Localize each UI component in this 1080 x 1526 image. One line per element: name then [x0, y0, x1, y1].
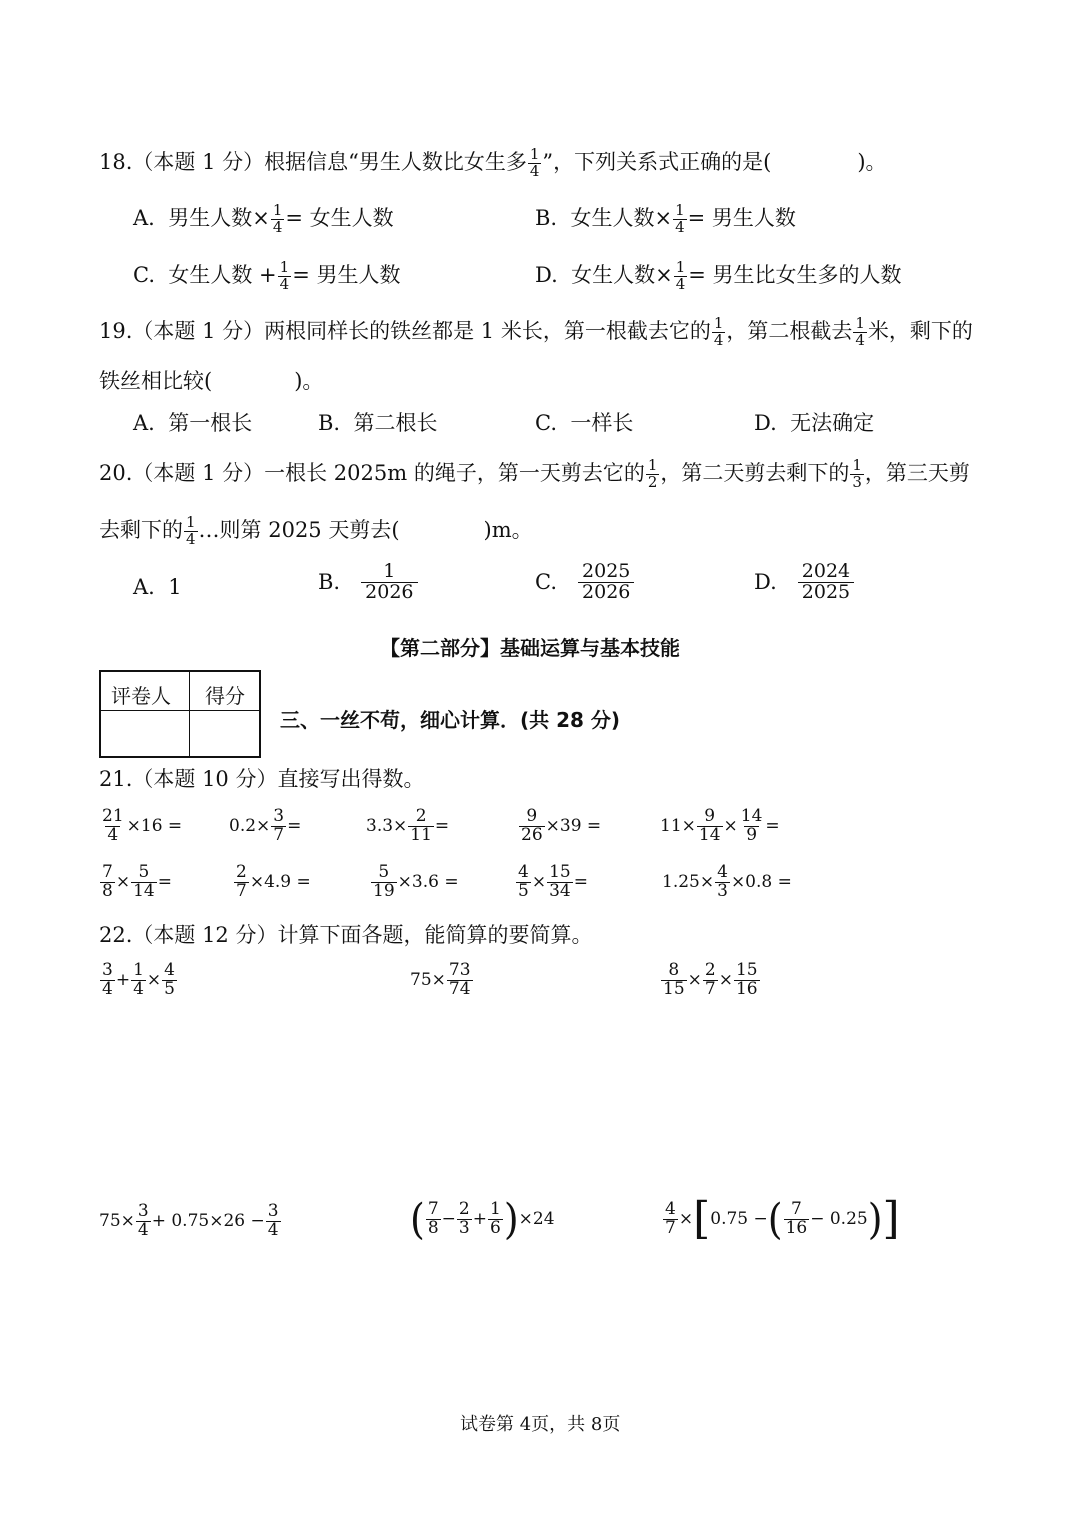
q22-expr-3: $\frac{8}{15}$ × $\frac{2}{7}$ × $\frac{15}{16}$	[663, 960, 758, 999]
q21-expr-1: $\frac{21}{4}$ ×16 =	[102, 806, 183, 845]
q22-expr-1: 3 4 + $\frac{1}{4}$ × $\frac{4}{5}$	[102, 960, 175, 999]
q20-stem-line1: 20.（本题 1 分）一根长 2025m 的绳子，第一天剪去它的 $\frac{1}{2}$ ，第二天剪去剩下的 $\frac{1}{3}$ ，第三天剪	[99, 456, 970, 491]
q21-expr-2: 0.2× $\frac{3}{7}$ =	[229, 806, 302, 845]
q22-fraction: $\frac{2}{7}$	[704, 960, 716, 999]
q21-fraction: $\frac{15}{34}$	[549, 862, 571, 901]
q21-fraction: $\frac{9}{26}$	[521, 806, 543, 845]
q21-fraction: $\frac{9}{14}$	[698, 806, 721, 845]
right-paren: )	[867, 1194, 883, 1244]
q18-option-a-fraction: $\frac{1}{4}$	[272, 201, 283, 236]
q21-fraction: $\frac{4}{5}$	[518, 862, 529, 901]
q19-option-c[interactable]: C. 一样长	[535, 411, 634, 435]
page-footer: 试卷第 4页，共 8页	[460, 1414, 621, 1435]
q22-expr-2: 75× $\frac{73}{74}$	[410, 960, 471, 999]
q22-expr-5: ( 7 8 − $\frac{2}{3}$ + $\frac{1}{6}$ ) ×24	[410, 1194, 555, 1244]
q20-fraction-2: $\frac{1}{3}$	[852, 456, 862, 491]
q21-expr-8: $\frac{5}{19}$ ×3.6 =	[373, 862, 459, 901]
q19-stem-line2: 铁丝相比较( )。	[99, 369, 324, 393]
q19-option-a[interactable]: A. 第一根长	[133, 411, 253, 435]
q22-expr-6: $\frac{4}{7}$ × [ 0.75 − ( 7 16 − 0.25 ) ]	[665, 1193, 900, 1244]
q21-fraction: $\frac{2}{11}$	[410, 806, 432, 845]
right-bracket: ]	[882, 1193, 900, 1244]
q22-fraction: $\frac{73}{74}$	[448, 960, 471, 999]
q20-option-b-fraction: 1 2026	[361, 562, 417, 603]
q22-fraction: $\frac{4}{5}$	[164, 960, 175, 999]
q21-expr-6: $\frac{7}{8}$ × $\frac{5}{14}$ =	[102, 862, 172, 901]
q19-option-d[interactable]: D. 无法确定	[754, 411, 875, 435]
q18-stem-text: 18.（本题 1 分）根据信息“男生人数比女生多	[99, 149, 527, 174]
q22-fraction: $\frac{2}{3}$	[458, 1198, 470, 1238]
q21-fraction: $\frac{2}{7}$	[236, 862, 247, 901]
q22-stem: 22.（本题 12 分）计算下面各题，能简算的要简算。	[99, 923, 593, 947]
q20-option-b[interactable]: B. 1 2026	[318, 562, 419, 603]
q18-option-b-fraction: $\frac{1}{4}$	[675, 201, 685, 236]
score-table	[99, 670, 261, 758]
q21-fraction: $\frac{21}{4}$	[102, 806, 124, 845]
q20-stem-line2: 去剩下的 $\frac{1}{4}$ …则第 2025 天剪去( )m。	[99, 513, 533, 548]
q21-expr-3: 3.3× $\frac{2}{11}$ =	[366, 806, 450, 845]
q20-fraction-3: $\frac{1}{4}$	[186, 513, 196, 548]
q22-fraction: $\frac{15}{16}$	[735, 960, 758, 999]
q21-fraction: $\frac{5}{19}$	[373, 862, 395, 901]
q18-stem-text-3: )。	[857, 149, 887, 174]
q22-fraction: 3 4	[102, 960, 113, 999]
q18-option-b[interactable]: B. 女生人数× $\frac{1}{4}$ = 男生人数	[535, 201, 796, 236]
q18-option-a[interactable]: A. 男生人数× $\frac{1}{4}$ = 女生人数	[133, 201, 394, 236]
q21-expr-4: $\frac{9}{26}$ ×39 =	[521, 806, 602, 845]
q22-fraction: $\frac{3}{4}$	[267, 1201, 279, 1240]
q19-fraction-2: $\frac{1}{4}$	[855, 314, 865, 349]
q22-fraction: $\frac{3}{4}$	[137, 1201, 149, 1240]
q18-stem-fraction: $\frac{1}{4}$	[529, 145, 540, 180]
q19-stem-line1: 19.（本题 1 分）两根同样长的铁丝都是 1 米长，第一根截去它的 $\frac{1}{4}$ ，第二根截去 $\frac{1}{4}$ 米，剩下的	[99, 314, 973, 349]
q20-fraction-1: $\frac{1}{2}$	[647, 456, 658, 491]
q19-fraction-1: $\frac{1}{4}$	[713, 314, 724, 349]
q19-option-b[interactable]: B. 第二根长	[318, 411, 438, 435]
q21-stem: 21.（本题 10 分）直接写出得数。	[99, 767, 425, 791]
q20-option-c[interactable]: C. 2025 2026	[535, 562, 635, 603]
q21-expr-7: $\frac{2}{7}$ ×4.9 =	[236, 862, 311, 901]
q21-fraction: $\frac{3}{7}$	[273, 806, 285, 845]
q22-fraction: 7 8	[427, 1198, 439, 1238]
left-paren: (	[410, 1194, 425, 1244]
score-table-divider	[189, 672, 190, 756]
q18-option-d[interactable]: D. 女生人数× $\frac{1}{4}$ = 男生比女生多的人数	[535, 258, 902, 293]
left-bracket: [	[693, 1193, 711, 1244]
score-label: 得分	[205, 684, 245, 708]
q22-expr-4: 75× $\frac{3}{4}$ + 0.75×26 − $\frac{3}{4}$	[99, 1201, 279, 1240]
q20-option-d[interactable]: D. 2024 2025	[754, 562, 855, 603]
q18-stem-text-2: ”，下列关系式正确的是(	[542, 149, 772, 174]
q21-fraction: $\frac{5}{14}$	[133, 862, 155, 901]
q22-fraction: 7 16	[785, 1198, 808, 1238]
section-3-title: 三、一丝不苟，细心计算．(共 28 分)	[280, 708, 621, 732]
left-paren: (	[767, 1194, 783, 1244]
q21-fraction: $\frac{14}{9}$	[740, 806, 763, 845]
q21-expr-5: 11× $\frac{9}{14}$ × $\frac{14}{9}$ =	[660, 806, 780, 845]
q18-option-c[interactable]: C. 女生人数 + $\frac{1}{4}$ = 男生人数	[133, 258, 401, 293]
q22-fraction: $\frac{8}{15}$	[663, 960, 685, 999]
q21-fraction: $\frac{4}{3}$	[717, 862, 728, 901]
q18-option-d-fraction: $\frac{1}{4}$	[675, 258, 686, 293]
q22-fraction: $\frac{1}{6}$	[489, 1198, 501, 1238]
q21-expr-9: $\frac{4}{5}$ × $\frac{15}{34}$ =	[518, 862, 588, 901]
grader-label: 评卷人	[111, 684, 171, 708]
right-paren: )	[503, 1194, 519, 1244]
q20-option-c-fraction: 2025 2026	[578, 562, 634, 603]
q21-expr-10: 1.25× $\frac{4}{3}$ ×0.8 =	[662, 862, 792, 901]
part2-heading: 【第二部分】基础运算与基本技能	[380, 636, 680, 660]
q21-fraction: $\frac{7}{8}$	[102, 862, 113, 901]
q20-option-a[interactable]: A. 1	[133, 575, 182, 599]
q22-fraction: $\frac{1}{4}$	[133, 960, 144, 999]
q20-option-d-fraction: 2024 2025	[798, 562, 854, 603]
q18-stem	[99, 147, 887, 180]
q22-fraction: $\frac{4}{7}$	[665, 1198, 676, 1238]
q18-option-c-fraction: $\frac{1}{4}$	[279, 258, 290, 293]
